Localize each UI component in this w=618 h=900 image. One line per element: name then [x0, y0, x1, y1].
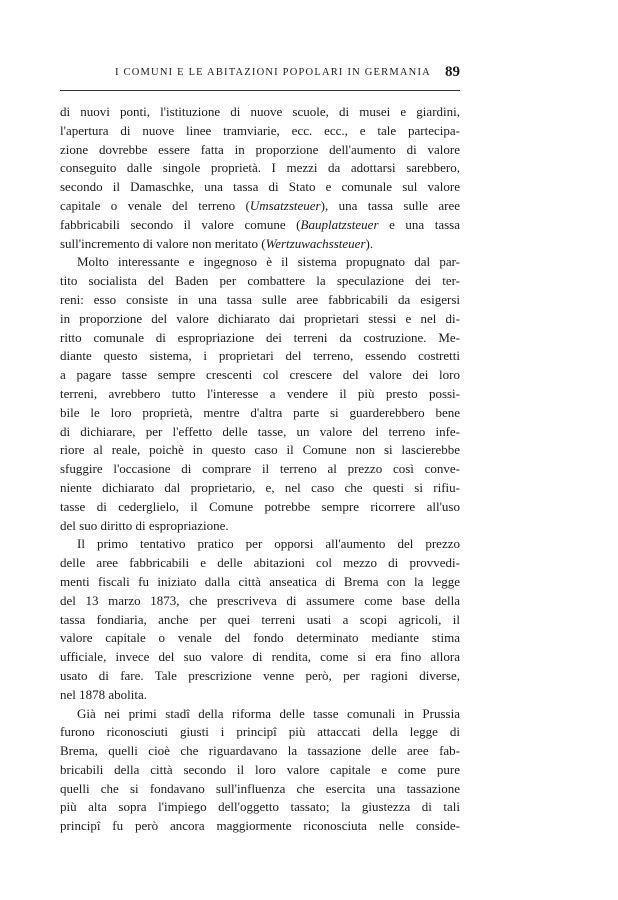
text-line: delle aree fabbricabili e delle abitazioni col mezzo di provvedi- — [60, 555, 460, 571]
text-line: ritto comunale di espropriazione dei terreni da costruzione. Me- — [60, 329, 460, 345]
text-line: sfuggire l'occasione di comprare il terreno al prezzo così conve- — [60, 461, 460, 477]
page-header — [60, 64, 460, 88]
body-text — [60, 103, 460, 836]
text-line: nel 1878 abolita. — [60, 686, 148, 702]
text-line: secondo il Damaschke, una tassa di Stato e comunale sul valore — [60, 179, 460, 195]
text-line: Già nei primi stadî della riforma delle tasse comunali in Prussia — [77, 705, 460, 721]
text-line: di dichiarare, per l'effetto delle tasse, un valore del terreno infe- — [60, 423, 460, 439]
header-rule — [60, 90, 460, 91]
text-line: a pagare tasse sempre crescenti col crescere del valore dei loro — [60, 367, 460, 383]
text-line: quelli che si fondavano sull'influenza che esercita una tassazione — [60, 780, 460, 796]
text-line: Il primo tentativo pratico per opporsi all'aumento del prezzo — [77, 536, 460, 552]
text-line: reni: esso consiste in una tassa sulle aree fabbricabili da esigersi — [60, 291, 460, 307]
text-line: sull'incremento di valore non meritato (Wertzuwachssteuer). — [60, 235, 374, 251]
text-line: tasse di cederglielo, il Comune potrebbe sempre ricorrere all'uso — [60, 498, 460, 514]
text-line: diante questo sistema, i proprietari del terreno, essendo costretti — [60, 348, 460, 364]
text-line: Brema, quelli cioè che riguardavano la tassazione delle aree fab- — [60, 743, 460, 759]
text-line: l'apertura di nuove linee tramviarie, ecc. ecc., e tale partecipa- — [60, 122, 460, 138]
text-line: Molto interessante e ingegnoso è il sistema propugnato dal par- — [77, 254, 460, 270]
text-line: menti fiscali fu iniziato dalla città anseatica di Brema con la legge — [60, 573, 460, 589]
text-line: conseguito dalle singole proprietà. I mezzi da adottarsi sarebbero, — [60, 160, 460, 176]
page-number: 89 — [445, 64, 460, 80]
text-line: tassa fondiaria, anche per quei terreni usati a scopi agricoli, il — [60, 611, 460, 627]
text-line: valore capitale o venale del fondo determinato mediante stima — [60, 630, 460, 646]
text-line: zione dovrebbe essere fatta in proporzione dell'aumento di valore — [60, 141, 460, 157]
text-line: fabbricabili secondo il valore comune (Bauplatzsteuer e una tassa — [60, 216, 460, 232]
text-line: tito socialista del Baden per combattere la speculazione dei ter- — [60, 273, 460, 289]
text-line: più alta sopra l'impiego dell'oggetto tassato; la giustezza di tali — [60, 799, 460, 815]
text-line: bricabili della città secondo il loro valore capitale e come pure — [60, 761, 460, 777]
text-line: niente dichiarato dal proprietario, e, nel caso che questi si rifiu- — [60, 479, 460, 495]
text-line: principî fu però ancora maggiormente riconosciuta nelle conside- — [60, 818, 460, 834]
text-line: bile le loro proprietà, mentre d'altra parte si guarderebbero bene — [60, 404, 460, 420]
running-title: I COMUNI E LE ABITAZIONI POPOLARI IN GERMANIA — [115, 67, 431, 78]
text-line: del 13 marzo 1873, che prescriveva di assumere come base della — [60, 592, 460, 608]
text-line: del suo diritto di espropriazione. — [60, 517, 229, 533]
text-line: capitale o venale del terreno (Umsatzsteuer), una tassa sulle aree — [60, 197, 460, 213]
text-line: ufficiale, invece del suo valore di rendita, come si era fino allora — [60, 649, 460, 665]
text-line: usato di fare. Tale prescrizione venne però, per ragioni diverse, — [60, 667, 460, 683]
text-line: terreni, avrebbero tutto l'interesse a vendere il più presto possi- — [60, 385, 460, 401]
text-line: in proporzione del valore dichiarato dai proprietari stessi e nel di- — [60, 310, 460, 326]
text-line: riore al reale, poichè in questo caso il Comune non si lascierebbe — [60, 442, 460, 458]
text-line: furono riconosciuti giusti i principî più attaccati della legge di — [60, 724, 460, 740]
text-line: di nuovi ponti, l'istituzione di nuove scuole, di musei e giardini, — [60, 104, 460, 119]
